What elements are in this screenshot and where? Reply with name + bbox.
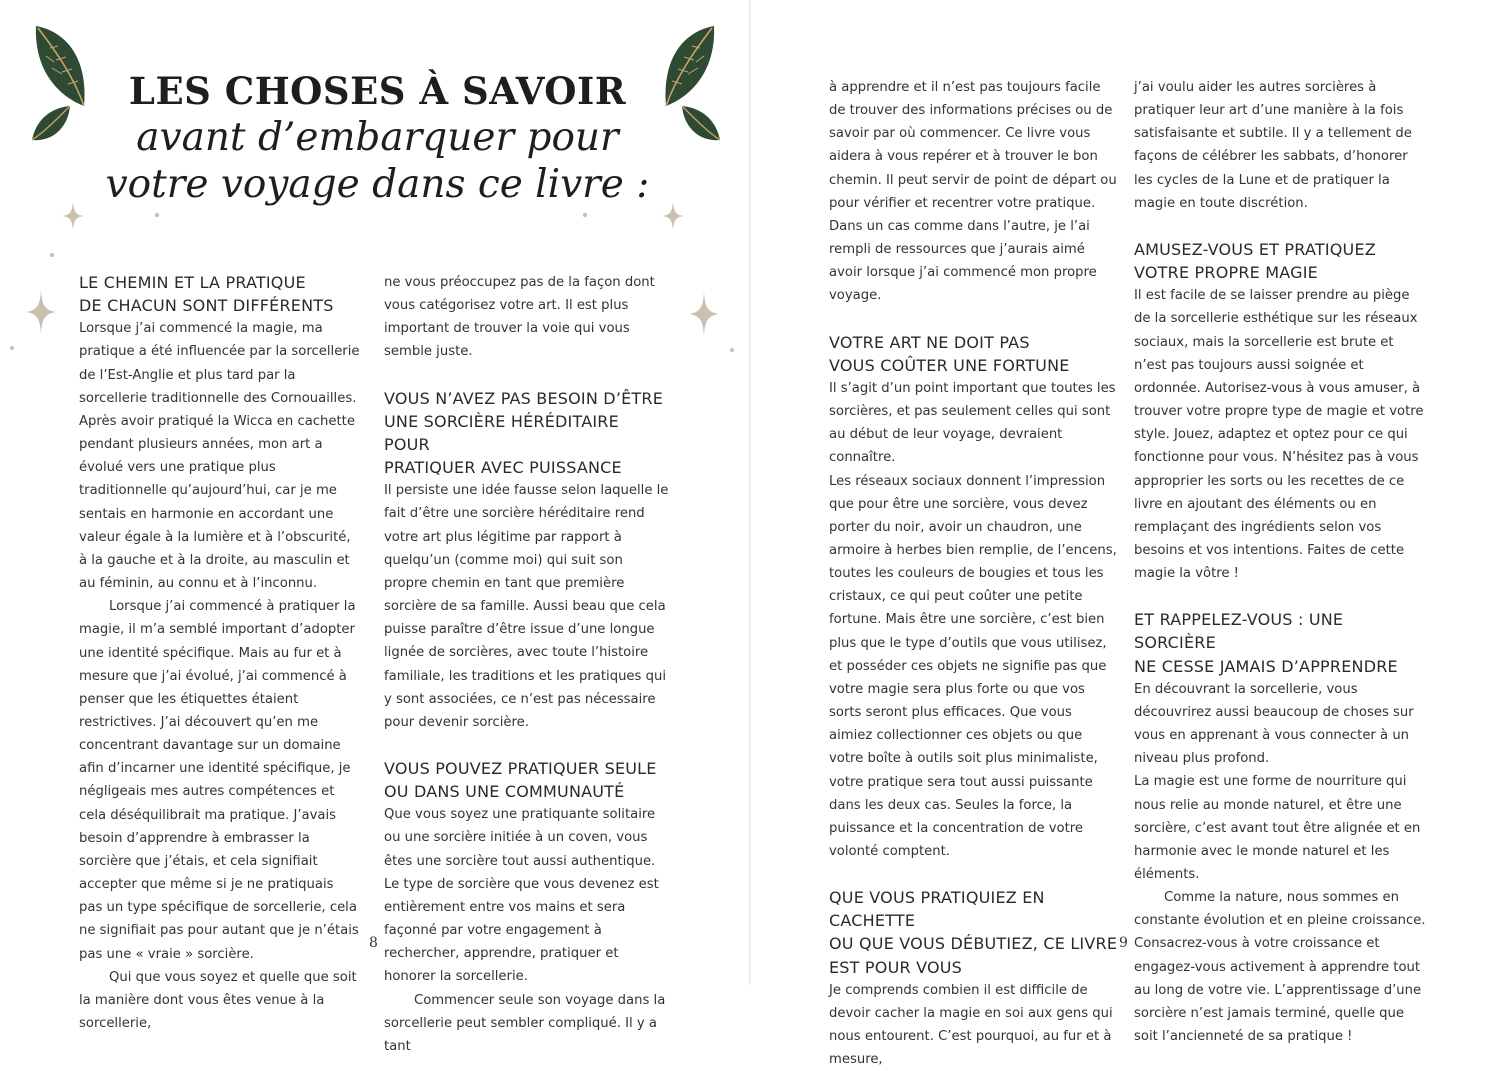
section-heading: OU QUE VOUS DÉBUTIEZ, CE LIVRE <box>829 934 1118 954</box>
body-paragraph: Lorsque j’ai commencé la magie, ma pratique a été influencée par la sorcellerie de l’Est-Anglie et plus tard par la sorcellerie traditionnelle des Cornouailles. Après avoir pratiqué la Wicca en cachette pendant plusieurs années, mon art a évolué vers une pratique plus traditionnelle qu’aujourd’hui, car je me sentais en harmonie en accordant une valeur égale à la lumière et à l’obscurité, à la gauche et à la droite, au masculin et au féminin, au connu et à l’inconnu. <box>79 321 360 592</box>
paragraph-gap <box>829 863 1119 886</box>
body-paragraph: Comme la nature, nous sommes en constante évolution et en pleine croissance. Consacrez-vous à votre croissance et engagez-vous activement à apprendre tout au long de votre vie. L’apprentissage d’une sorcière n’est jamais terminé, quelle que soit l’ancienneté de sa pratique ! <box>1134 890 1426 1045</box>
paragraph-gap <box>829 308 1119 331</box>
body-paragraph: Que vous soyez une pratiquante solitaire ou une sorcière initiée à un coven, vous êtes une sorcière tout aussi authentique. Le type de sorcière que vous devenez est entièrement entre vos mains et sera façonné par votre engagement à rechercher, apprendre, pratiquer et honorer la sorcellerie. <box>384 807 659 985</box>
section-heading: DE CHACUN SONT DIFFÉRENTS <box>79 296 334 316</box>
section-heading: VOUS COÛTER UNE FORTUNE <box>829 355 1070 375</box>
section-heading: UNE SORCIÈRE HÉRÉDITAIRE POUR <box>384 411 619 454</box>
body-paragraph: Lorsque j’ai commencé à pratiquer la magie, il m’a semblé important d’adopter une identité spécifique. Mais au fur et à mesure que j’ai évolué, j’ai commencé à penser que les étiquettes étaient restrictives. J’ai découvert qu’en me concentrant davantage sur un domaine afin d’incarner une identité spécifique, je négligeais mes autres compétences et cela déséquilibrait ma pratique. J’avais besoin d’apprendre à embrasser la sorcière que j’étais, et cela signifiait accepter que même si je ne pratiquais pas un type spécifique de sorcellerie, cela ne signifiait pas pour autant que je n’étais pas une « vraie » sorcière. <box>79 599 359 962</box>
section-heading: VOUS POUVEZ PRATIQUER SEULE <box>384 758 657 778</box>
body-paragraph: à apprendre et il n’est pas toujours facile de trouver des informations précises ou de savoir par où commencer. Ce livre vous aidera à vous repérer et à trouver le bon chemin. Il peut servir de point de départ ou pour vérifier et recentrer votre pratique. Dans un cas comme dans l’autre, je l’ai rempli de ressources que j’aurais aimé avoir lorsque j’ai commencé mon propre voyage. <box>829 80 1117 304</box>
right-page-column-2 <box>1134 76 1426 1048</box>
paragraph-gap <box>1134 585 1426 608</box>
page-number-left: 8 <box>369 935 378 951</box>
body-paragraph: En découvrant la sorcellerie, vous découvrirez aussi beaucoup de choses sur vous en apprenant à vous connecter à un niveau plus profond. <box>1134 681 1414 767</box>
body-paragraph: Je comprends combien il est difficile de devoir cacher la magie en soi aux gens qui nous entourent. C’est pourquoi, au fur et à mesure, <box>829 982 1113 1068</box>
chapter-title <box>95 68 660 208</box>
section-heading: AMUSEZ-VOUS ET PRATIQUEZ <box>1134 239 1376 259</box>
section-heading: NE CESSE JAMAIS D’APPRENDRE <box>1134 656 1398 676</box>
body-paragraph: Qui que vous soyez et quelle que soit la manière dont vous êtes venue à la sorcellerie, <box>79 969 357 1031</box>
body-paragraph: Commencer seule son voyage dans la sorcellerie peut sembler compliqué. Il y a tant <box>384 992 666 1054</box>
paragraph-gap <box>1134 215 1426 238</box>
body-paragraph: Il s’agit d’un point important que toutes les sorcières, et pas seulement celles qui sont au début de leur voyage, devraient connaître. <box>829 380 1116 466</box>
title-line-1: LES CHOSES À SAVOIR <box>128 69 627 113</box>
section-heading: VOTRE PROPRE MAGIE <box>1134 263 1318 283</box>
body-paragraph: Il est facile de se laisser prendre au piège de la sorcellerie esthétique sur les réseaux sociaux, mais la sorcellerie est brute et n’est pas toujours aussi soignée et ordonnée. Autorisez-vous à vous amuser, à trouver votre propre type de magie et votre style. Jouez, adaptez et optez pour ce qui fonctionne pour vous. N’hésitez pas à vous approprier les sorts ou les recettes de ce livre en ajoutant des éléments ou en remplaçant des ingrédients selon vos besoins et vos intentions. Faites de cette magie la vôtre ! <box>1134 288 1424 582</box>
body-paragraph: La magie est une forme de nourriture qui nous relie au monde naturel, et être une sorcière, c’est avant tout être alignée et en harmonie avec le monde naturel et les éléments. <box>1134 774 1421 882</box>
section-heading: VOTRE ART NE DOIT PAS <box>829 332 1030 352</box>
title-line-3: votre voyage dans ce livre : <box>105 162 650 207</box>
section-heading: ET RAPPELEZ-VOUS : UNE SORCIÈRE <box>1134 610 1344 653</box>
body-paragraph: ne vous préoccupez pas de la façon dont vous catégorisez votre art. Il est plus important de trouver la voie qui vous semble juste. <box>384 275 655 360</box>
section-heading: PRATIQUER AVEC PUISSANCE <box>384 458 622 478</box>
left-page-column-1 <box>79 271 361 1035</box>
page-number-right: 9 <box>1119 935 1128 951</box>
body-paragraph: Les réseaux sociaux donnent l’impression que pour être une sorcière, vous devez porter du noir, avoir un chaudron, une armoire à herbes bien remplie, de l’encens, toutes les couleurs de bougies et tous les cristaux, ce qui peut coûter une petite fortune. Mais être une sorcière, c’est bien plus que le type d’outils que vous utilisez, et posséder ces objets ne signifie pas que votre magie sera plus forte ou que vos sorts seront plus efficaces. Que vous aimiez collectionner ces objets ou que votre boîte à outils soit plus minimaliste, votre pratique sera tout aussi puissante dans les deux cas. Seules la force, la puissance et la concentration de votre volonté comptent. <box>829 473 1117 859</box>
title-line-2: avant d’embarquer pour <box>136 115 619 160</box>
body-paragraph: Il persiste une idée fausse selon laquelle le fait d’être une sorcière héréditaire rend votre art plus légitime par rapport à quelqu’un (comme moi) qui suit son propre chemin en tant que première sorcière de sa famille. Aussi beau que cela puisse paraître d’être issue d’une longue lignée de sorcières, avec toute l’histoire familiale, les traditions et les pratiques qui y sont associées, ce n’est pas nécessaire pour devenir sorcière. <box>384 483 669 730</box>
left-page-column-2 <box>384 271 669 1058</box>
paragraph-gap <box>384 364 669 387</box>
right-page-column-1 <box>829 76 1119 1071</box>
section-heading: QUE VOUS PRATIQUIEZ EN CACHETTE <box>829 888 1045 931</box>
section-heading: OU DANS UNE COMMUNAUTÉ <box>384 782 625 802</box>
section-heading: EST POUR VOUS <box>829 957 963 977</box>
section-heading: VOUS N’AVEZ PAS BESOIN D’ÊTRE <box>384 388 664 408</box>
body-paragraph: j’ai voulu aider les autres sorcières à pratiquer leur art d’une manière à la fois satisfaisante et subtile. Il y a tellement de façons de célébrer les sabbats, d’honorer les cycles de la Lune et de pratiquer la magie en toute discrétion. <box>1134 80 1412 211</box>
section-heading: LE CHEMIN ET LA PRATIQUE <box>79 273 306 292</box>
paragraph-gap <box>384 734 669 757</box>
